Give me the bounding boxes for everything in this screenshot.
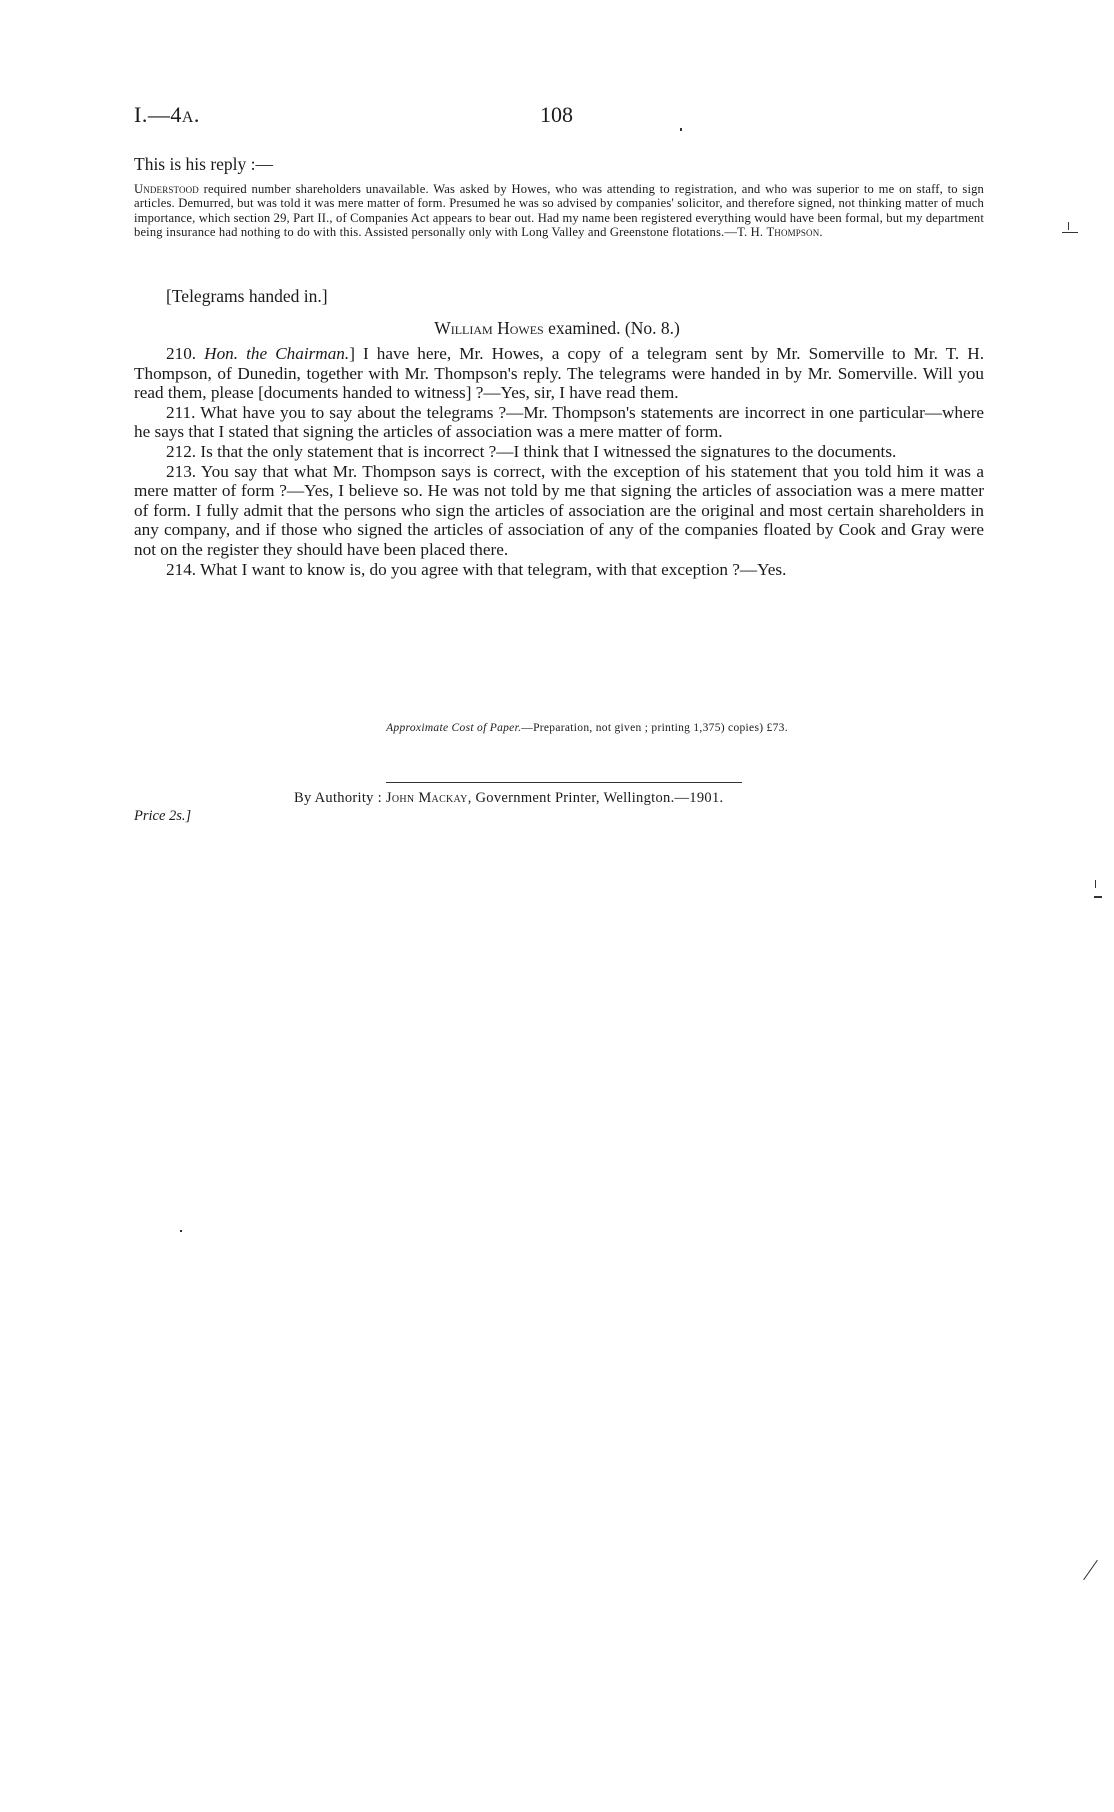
cost-label: Approximate Cost of Paper. — [386, 722, 522, 734]
series-suffix: A — [181, 109, 194, 126]
telegram-text — [134, 182, 984, 239]
price-note: Price 2s.] — [134, 808, 192, 824]
telegram-lead-word: Understood — [134, 182, 199, 196]
question-speaker: Hon. the Chairman. — [204, 344, 350, 363]
printer-authority — [294, 790, 723, 807]
scan-mark — [1083, 1560, 1098, 1580]
authority-suffix: , Government Printer, Wellington.—1901. — [467, 790, 724, 806]
series-end: . — [193, 102, 200, 127]
witness-heading-rest: examined. (No. 8.) — [543, 318, 680, 338]
cost-text: —Preparation, not given ; printing 1,375) copies) £73. — [521, 722, 788, 734]
cost-of-paper-note — [0, 722, 1114, 734]
printer-name: John Mackay — [385, 790, 468, 806]
examination-transcript — [134, 344, 984, 579]
question-text: What I want to know is, do you agree with that telegram, with that exception ?—Yes. — [200, 559, 787, 579]
telegrams-handed-in-note: [Telegrams handed in.] — [166, 286, 328, 306]
page-number: 108 — [540, 102, 573, 127]
authority-prefix: By Authority : — [294, 790, 386, 806]
telegram-body: required number shareholders unavailable. Was asked by Howes, who was attending to registration, and who was superior to me on staff, to sign articles. Demurred, but was told it was mere matter of form. Presumed he was so advised by companies' solicitor, and therefore signed, not thinking matter of much importance, which section 29, Part II., of Companies Act appears to bear out. Had my name been registered everything would have been formal, but my department being insurance had nothing to do with this. Assisted personally only with Long Valley and Greenstone flotations.—T. H. — [134, 182, 984, 239]
series-reference — [134, 102, 200, 128]
scan-mark — [180, 1230, 182, 1232]
question-text: Is that the only statement that is incorrect ?—I think that I witnessed the signatures to the documents. — [200, 441, 897, 461]
scan-mark — [1062, 232, 1078, 233]
question-text: You say that what Mr. Thompson says is correct, with the exception of his statement that you told him it was a mere matter of form ?—Yes, I believe so. He was not told by me that signing the articles of association was a mere matter of form. I fully admit that the persons who sign the articles of association are the original and most certain shareholders in any company, and if those who signed the articles of association of any of the companies floated by Cook and Gray were not on the register they should have been placed there. — [134, 461, 984, 559]
question-number: 214. — [166, 559, 201, 579]
question-paragraph — [134, 560, 984, 580]
scan-mark — [1068, 222, 1069, 230]
question-number: 211. — [166, 402, 201, 422]
divider-rule — [386, 782, 742, 783]
telegram-signature: Thompson. — [766, 224, 823, 239]
question-number: 210. — [166, 344, 205, 363]
series-main: I.—4 — [134, 102, 182, 127]
scan-mark — [1095, 880, 1096, 888]
question-paragraph — [134, 442, 984, 462]
question-paragraph — [134, 403, 984, 442]
question-number: 213. — [166, 461, 201, 481]
reply-intro: This is his reply :— — [134, 154, 274, 174]
question-paragraph — [134, 344, 984, 403]
question-text: ] I have here, Mr. Howes, a copy of a telegram sent by Mr. Somerville to Mr. T. H. Thompson, of Dunedin, together with Mr. Thompson's reply. The telegrams were handed in by Mr. Somerville. Will you read them, please [documents handed to witness] ?—Yes, sir, I have read them. — [134, 344, 985, 403]
question-text: What have you to say about the telegrams ?—Mr. Thompson's statements are incorrect in one particular—where he says that I stated that signing the articles of association was a mere matter of form. — [134, 402, 984, 442]
witness-heading — [0, 318, 1114, 339]
question-number: 212. — [166, 441, 201, 461]
scan-mark — [1094, 896, 1102, 898]
scan-mark — [680, 128, 682, 131]
question-paragraph — [134, 462, 984, 560]
witness-name: William Howes — [434, 318, 544, 338]
